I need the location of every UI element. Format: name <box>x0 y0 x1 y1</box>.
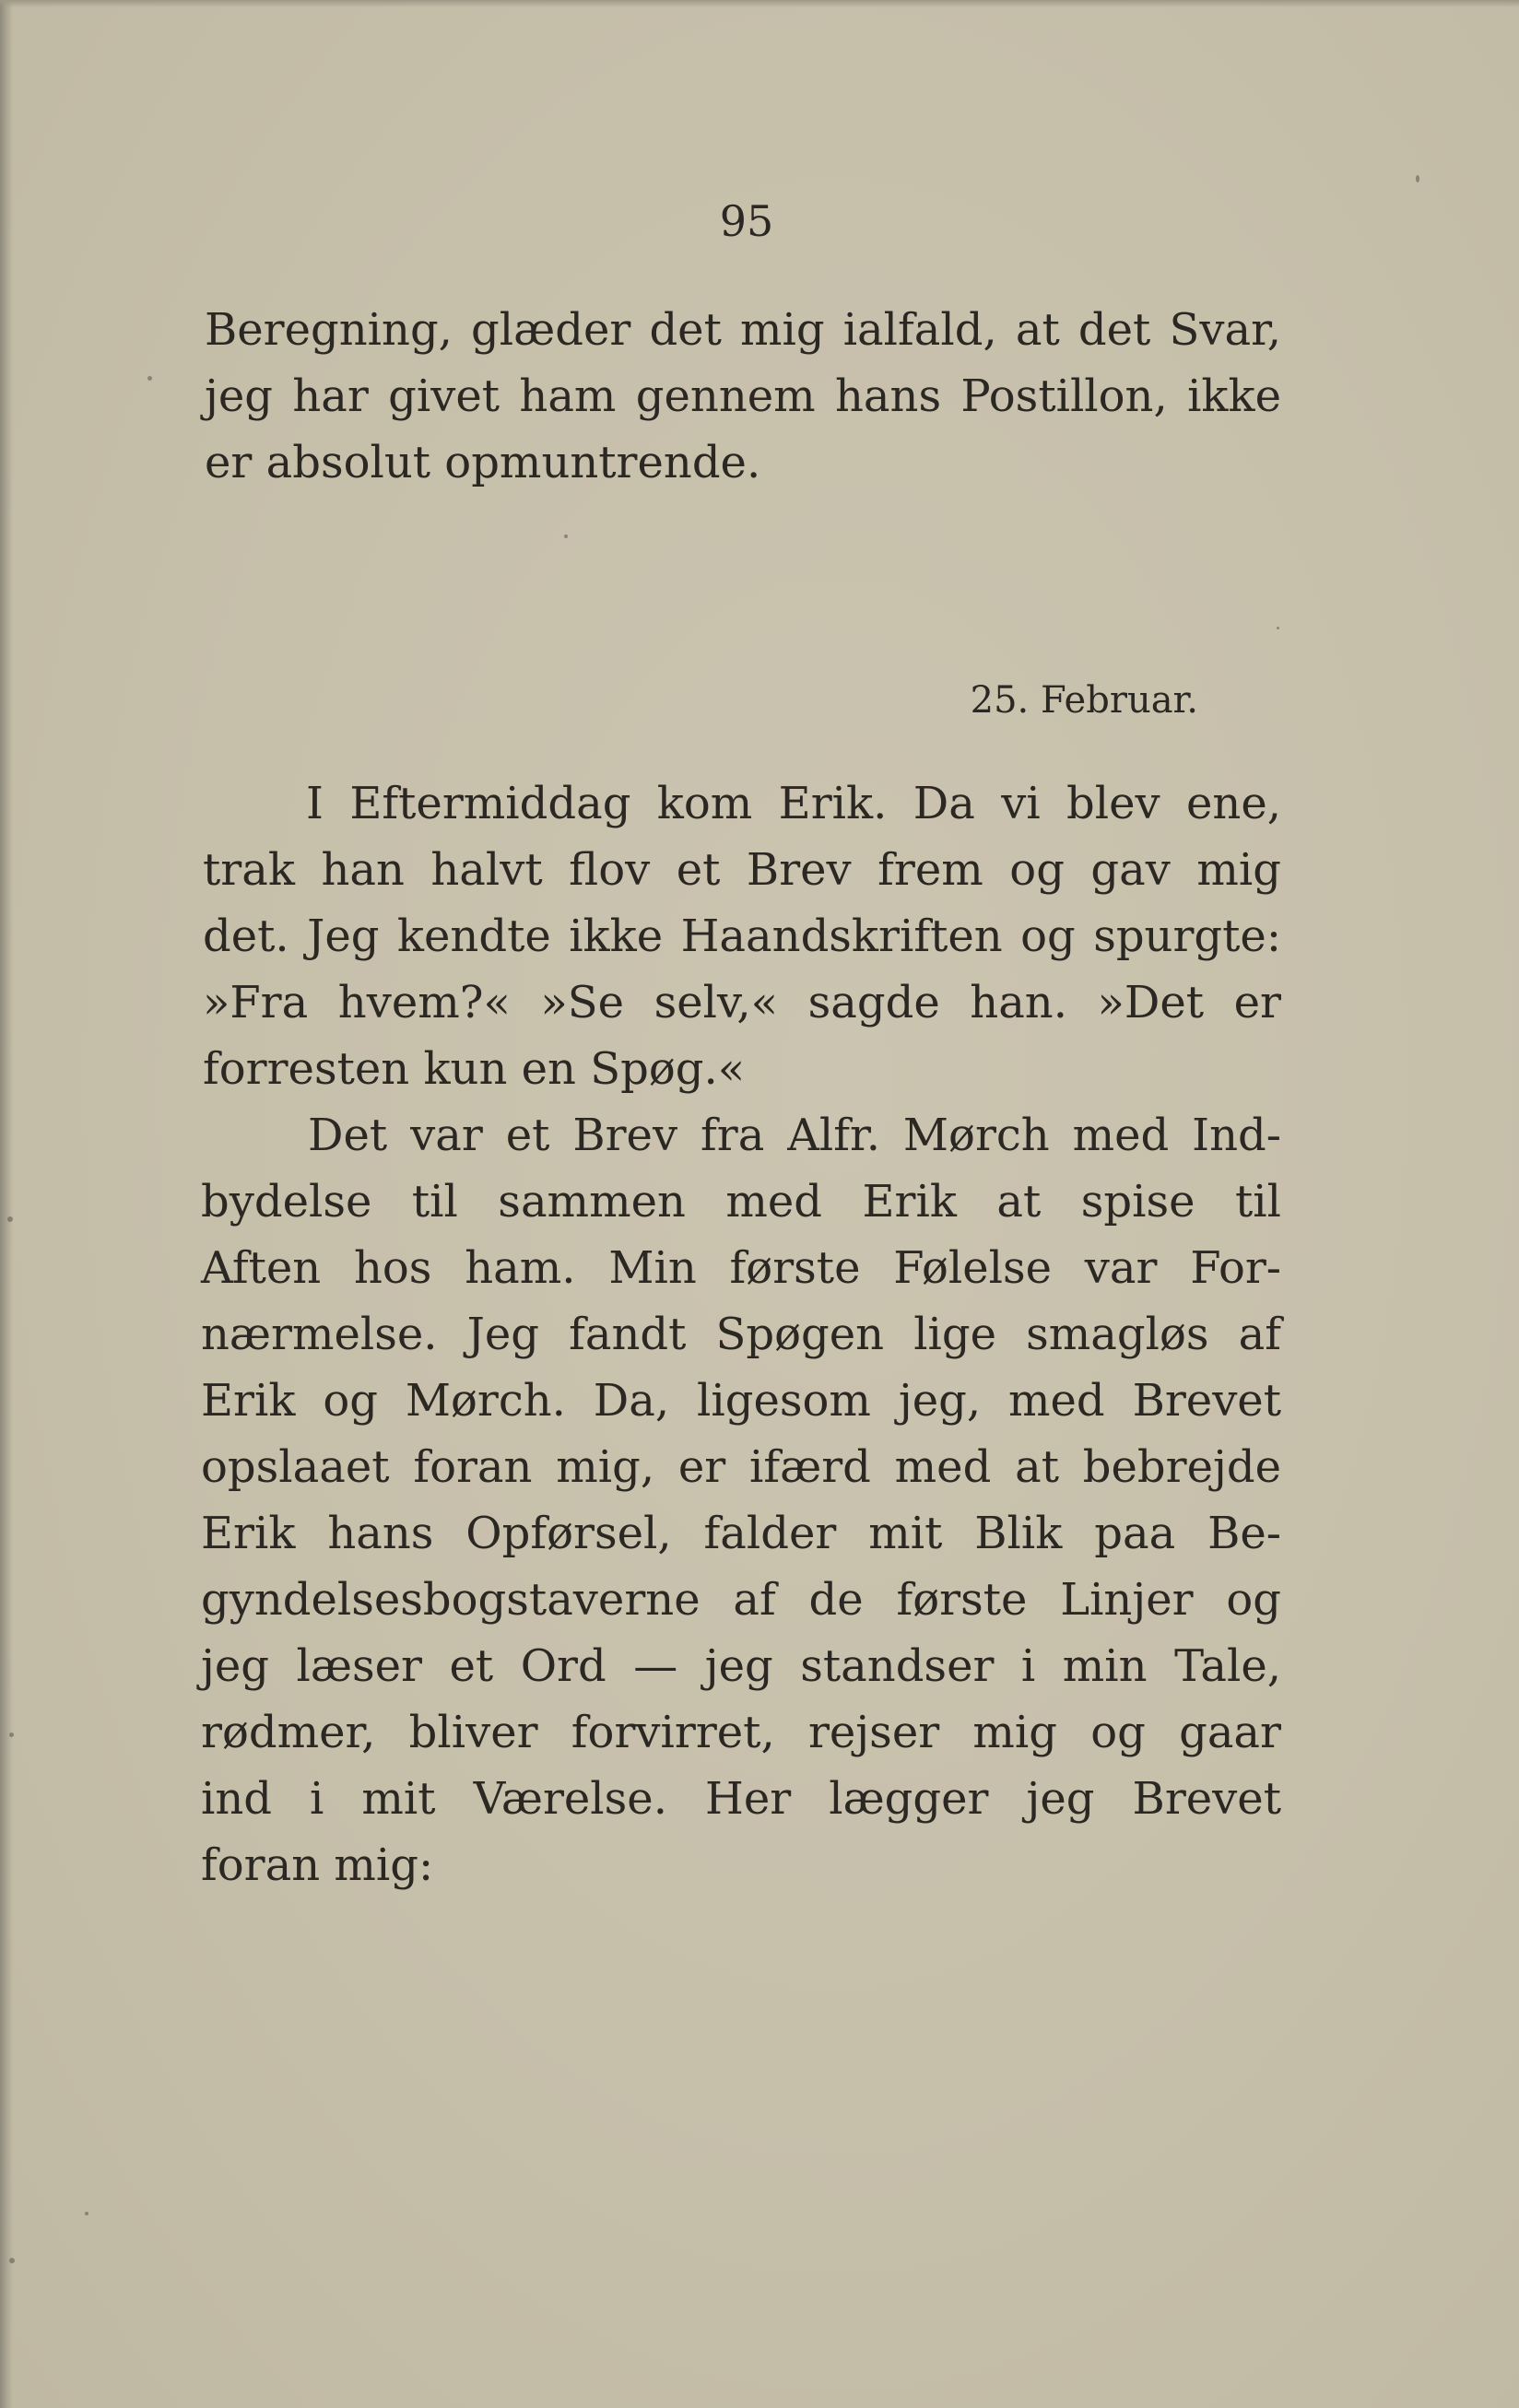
paper-speck <box>1277 627 1279 629</box>
paragraph-3-line-9: jeg læser et Ord — jeg standser i min Tale, <box>201 1640 1281 1692</box>
paper-speck <box>7 1216 13 1222</box>
paragraph-2-line-3: det. Jeg kendte ikke Haandskriften og spurgte: <box>203 910 1281 962</box>
paragraph-3-line-1: Det var et Brev fra Alfr. Mørch med Ind- <box>308 1110 1281 1161</box>
paragraph-3-line-10: rødmer, bliver forvirret, rejser mig og gaar <box>201 1707 1281 1758</box>
page-number: 95 <box>719 196 774 246</box>
paragraph-3-line-5: Erik og Mørch. Da, ligesom jeg, med Brevet <box>201 1375 1281 1427</box>
paragraph-2-line-5: forresten kun en Spøg.« <box>203 1043 746 1095</box>
date-heading: 25. Februar. <box>970 679 1198 722</box>
paragraph-2-line-2: trak han halvt flov et Brev frem og gav mig <box>203 844 1281 896</box>
paper-speck <box>9 2258 15 2263</box>
paper-speck <box>85 2212 88 2215</box>
paragraph-1-line-3: er absolut opmuntrende. <box>205 437 761 488</box>
paragraph-3-line-2: bydelse til sammen med Erik at spise til <box>201 1176 1281 1227</box>
paper-speck <box>564 534 568 538</box>
paragraph-3-line-4: nærmelse. Jeg fandt Spøgen lige smagløs af <box>201 1309 1281 1360</box>
paragraph-2-line-1: I Eftermiddag kom Erik. Da vi blev ene, <box>306 778 1281 829</box>
paragraph-3-line-11: ind i mit Værelse. Her lægger jeg Brevet <box>201 1773 1281 1825</box>
paragraph-2-line-4: »Fra hvem?« »Se selv,« sagde han. »Det er <box>203 977 1281 1028</box>
paragraph-3-line-3: Aften hos ham. Min første Følelse var For- <box>201 1242 1281 1294</box>
paper-speck <box>1416 175 1419 182</box>
paragraph-3-line-8: gyndelsesbogstaverne af de første Linjer og <box>201 1574 1281 1626</box>
paragraph-1-line-2: jeg har givet ham gennem hans Postillon, ikke <box>205 370 1281 422</box>
paper-speck <box>147 376 152 381</box>
paragraph-1-line-1: Beregning, glæder det mig ialfald, at det Svar, <box>205 304 1281 356</box>
paragraph-3-line-7: Erik hans Opførsel, falder mit Blik paa Be- <box>201 1508 1281 1559</box>
page-top-edge-shadow <box>0 0 1519 7</box>
paragraph-3-line-6: opslaaet foran mig, er ifærd med at bebrejde <box>201 1441 1281 1493</box>
paragraph-3-line-12: foran mig: <box>201 1839 434 1891</box>
paper-speck <box>9 1733 14 1737</box>
